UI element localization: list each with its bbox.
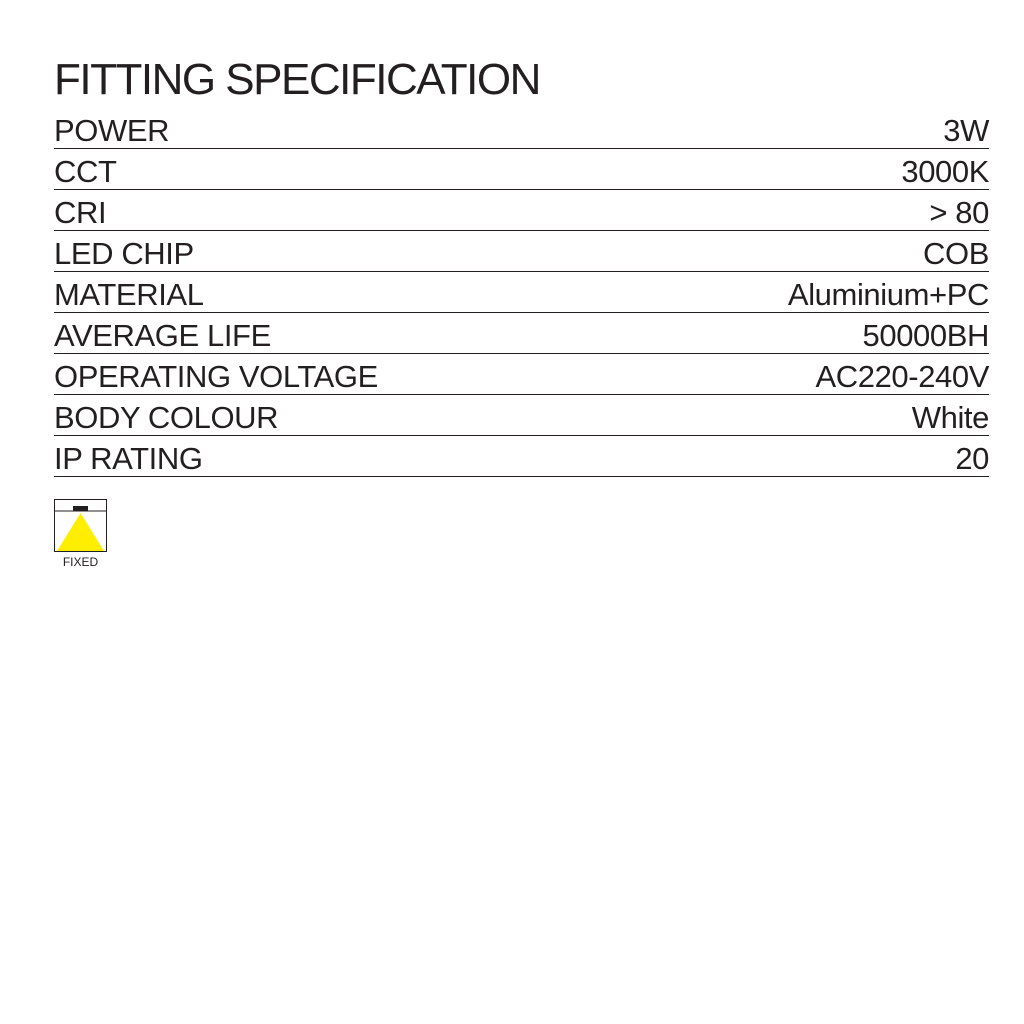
spec-row-cct bbox=[54, 149, 989, 190]
mounting-type bbox=[54, 499, 107, 569]
mounting-label: FIXED bbox=[62, 555, 99, 569]
spec-row-ip-rating bbox=[54, 436, 989, 477]
spec-value: > 80 bbox=[929, 195, 989, 230]
spec-label: MATERIAL bbox=[54, 277, 204, 312]
spec-row-body-colour bbox=[54, 395, 989, 436]
spec-label: AVERAGE LIFE bbox=[54, 318, 271, 353]
spec-label: BODY COLOUR bbox=[54, 400, 279, 435]
spec-value: AC220-240V bbox=[815, 359, 989, 394]
spec-sheet bbox=[54, 50, 989, 477]
spec-value: 50000BH bbox=[862, 318, 989, 353]
spec-label: CCT bbox=[54, 154, 117, 189]
spec-row-power bbox=[54, 110, 989, 149]
fixed-downlight-icon bbox=[54, 499, 107, 552]
spec-value: 20 bbox=[955, 441, 989, 476]
spec-label: CRI bbox=[54, 195, 107, 230]
spec-row-average-life bbox=[54, 313, 989, 354]
spec-label: IP RATING bbox=[54, 441, 203, 476]
spec-value: 3W bbox=[943, 113, 989, 148]
spec-label: POWER bbox=[54, 113, 170, 148]
spec-value: Aluminium+PC bbox=[787, 277, 989, 312]
spec-row-cri bbox=[54, 190, 989, 231]
spec-row-led-chip bbox=[54, 231, 989, 272]
spec-label: LED CHIP bbox=[54, 236, 194, 271]
page-title: FITTING SPECIFICATION bbox=[54, 55, 540, 104]
spec-value: COB bbox=[923, 236, 989, 271]
spec-row-operating-voltage bbox=[54, 354, 989, 395]
spec-table bbox=[54, 110, 989, 477]
spec-value: White bbox=[911, 400, 989, 435]
spec-value: 3000K bbox=[901, 154, 989, 189]
spec-row-material bbox=[54, 272, 989, 313]
spec-label: OPERATING VOLTAGE bbox=[54, 359, 378, 394]
